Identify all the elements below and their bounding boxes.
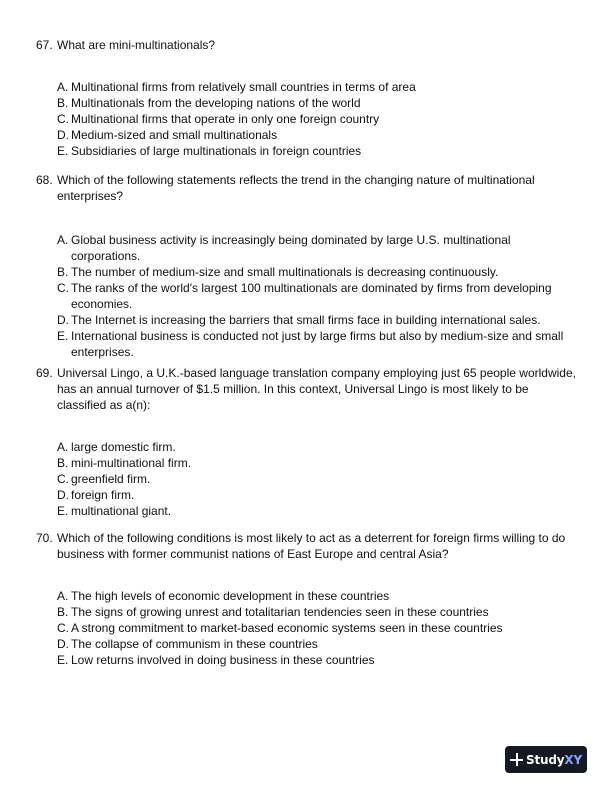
answer-option-c [57,620,581,636]
question-number: 70. [36,531,53,545]
answer-option-e [57,143,581,159]
option-text: large domestic firm. [71,440,176,454]
option-letter: B. [57,605,69,619]
option-letter: A. [57,589,69,603]
option-text: The high levels of economic development in these countries [71,589,390,603]
option-text: Subsidiaries of large multinationals in foreign countries [71,144,362,158]
brand-name-xy: XY [564,752,582,767]
question-68 [36,172,581,360]
answer-option-d [57,312,581,328]
option-text: Multinationals from the developing nations of the world [71,96,361,110]
question-67 [36,37,581,159]
answer-option-b [57,264,581,280]
option-letter: B. [57,265,69,279]
studyxy-logo-badge[interactable] [505,746,587,773]
answer-option-e [57,328,581,360]
option-letter: D. [57,128,69,142]
option-letter: B. [57,96,69,110]
answer-option-a [57,588,581,604]
answer-option-e [57,503,581,519]
option-letter: E. [57,504,69,518]
option-letter: C. [57,621,69,635]
option-text: Multinational firms that operate in only one foreign country [71,112,380,126]
answer-option-c [57,471,581,487]
answer-options [36,439,581,519]
answer-options [36,79,581,159]
option-letter: E. [57,329,69,343]
option-text: The ranks of the world's largest 100 multinationals are dominated by firms from developing economies. [71,281,552,311]
question-stem [36,37,581,53]
question-69 [36,365,581,519]
option-letter: C. [57,281,69,295]
answer-option-b [57,95,581,111]
option-text: The signs of growing unrest and totalitarian tendencies seen in these countries [71,605,489,619]
question-stem [36,365,581,413]
option-text: The Internet is increasing the barriers that small firms face in building international sales. [71,313,541,327]
option-text: Multinational firms from relatively small countries in terms of area [71,80,416,94]
question-text: What are mini-multinationals? [57,38,216,52]
question-stem [36,530,581,562]
brand-name [526,753,582,767]
option-letter: C. [57,472,69,486]
question-text: Which of the following statements reflects the trend in the changing nature of multinational enterprises? [57,173,535,203]
question-text: Which of the following conditions is most likely to act as a deterrent for foreign firms willing to do business with former communist nations of East Europe and central Asia? [57,531,566,561]
question-stem [36,172,581,204]
option-text: mini-multinational firm. [71,456,192,470]
option-letter: C. [57,112,69,126]
option-text: foreign firm. [71,488,135,502]
plus-icon [510,753,523,766]
option-text: greenfield firm. [71,472,151,486]
question-number: 68. [36,173,53,187]
option-text: A strong commitment to market-based economic systems seen in these countries [71,621,503,635]
option-letter: D. [57,488,69,502]
option-text: Medium-sized and small multinationals [71,128,278,142]
answer-option-a [57,232,581,264]
option-letter: B. [57,456,69,470]
question-70 [36,530,581,668]
answer-option-e [57,652,581,668]
option-letter: A. [57,233,69,247]
question-text: Universal Lingo, a U.K.-based language translation company employing just 65 people worldwide, has an annual turnover of $1.5 million. In this context, Universal Lingo is most likely to be classified as a(n): [57,366,576,412]
answer-option-d [57,127,581,143]
answer-option-a [57,79,581,95]
option-text: Global business activity is increasingly being dominated by large U.S. multinational corporations. [71,233,511,263]
answer-options [36,232,581,360]
answer-option-b [57,604,581,620]
answer-options [36,588,581,668]
option-letter: A. [57,80,69,94]
option-letter: D. [57,313,69,327]
answer-option-c [57,111,581,127]
option-text: The number of medium-size and small multinationals is decreasing continuously. [71,265,499,279]
question-number: 67. [36,38,53,52]
option-text: International business is conducted not just by large firms but also by medium-size and small enterprises. [71,329,564,359]
option-letter: D. [57,637,69,651]
answer-option-b [57,455,581,471]
answer-option-d [57,636,581,652]
option-letter: A. [57,440,69,454]
option-letter: E. [57,144,69,158]
option-letter: E. [57,653,69,667]
option-text: Low returns involved in doing business in these countries [71,653,375,667]
option-text: multinational giant. [71,504,172,518]
answer-option-d [57,487,581,503]
answer-option-a [57,439,581,455]
answer-option-c [57,280,581,312]
option-text: The collapse of communism in these countries [71,637,318,651]
brand-name-study: Study [526,752,565,767]
question-number: 69. [36,366,53,380]
